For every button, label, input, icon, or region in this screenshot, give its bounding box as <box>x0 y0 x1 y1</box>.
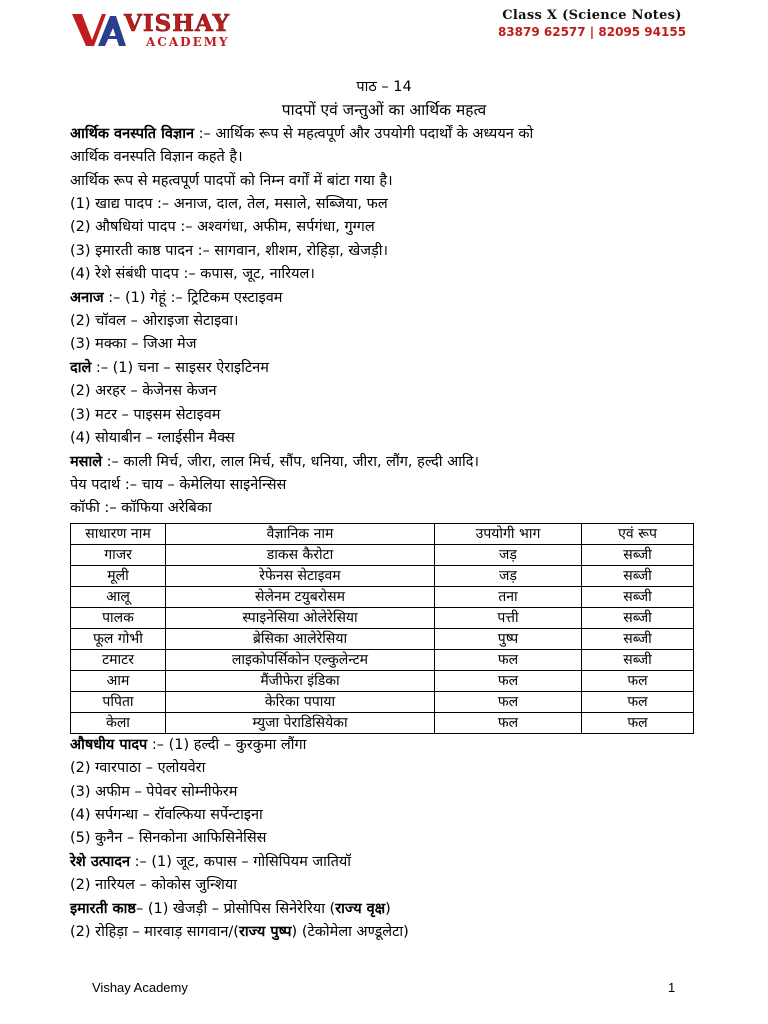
common-name-cell: आम <box>71 670 166 691</box>
grains-term: अनाज <box>70 289 104 306</box>
form-cell: सब्जी <box>582 628 694 649</box>
pulses-item: (4) सोयाबीन – ग्लाईसीन मैक्स <box>70 430 235 447</box>
common-name-cell: आलू <box>71 586 166 607</box>
medicinal-term: औषधीय पादप <box>70 736 148 753</box>
common-name-cell: गाजर <box>71 544 166 565</box>
common-name-cell: केला <box>71 712 166 733</box>
grains-first: :– (1) गेहूं :– ट्रिटिकम एस्टाइवम <box>103 289 283 306</box>
state-tree-label: राज्य वृक्ष <box>335 900 386 917</box>
vishay-academy-logo <box>72 10 242 50</box>
pulses-item: (3) मटर – पाइसम सेटाइवम <box>70 406 221 423</box>
scientific-name-cell: स्पाइनेसिया ओलेरेसिया <box>166 607 435 628</box>
spices-term: मसाले <box>70 453 103 470</box>
form-cell: सब्जी <box>582 607 694 628</box>
pulses-line <box>70 357 698 380</box>
table-row <box>71 691 694 712</box>
scientific-name-cell: केरिका पपाया <box>166 691 435 712</box>
class-title: Class X (Science Notes) <box>502 8 682 23</box>
pulses-item: (2) अरहर – केजेनस केजन <box>70 383 217 400</box>
scientific-name-cell: ब्रेसिका आलेरेसिया <box>166 628 435 649</box>
common-name-cell: पपिता <box>71 691 166 712</box>
scientific-name-cell: म्युजा पेराडिसियेका <box>166 712 435 733</box>
category-item: (1) खाद्य पादप :– अनाज, दाल, तेल, मसाले, सब्जिया, फल <box>70 196 388 213</box>
notes-body <box>70 76 698 944</box>
useful-part-cell: फल <box>435 691 582 712</box>
intro-definition-cont: आर्थिक वनस्पति विज्ञान कहते है। <box>70 149 243 166</box>
table-row <box>71 649 694 670</box>
useful-part-cell: जड़ <box>435 544 582 565</box>
footer-academy-name: Vishay Academy <box>92 980 188 995</box>
timber-first-end: ) <box>385 900 391 917</box>
form-cell: फल <box>582 670 694 691</box>
form-cell: सब्जी <box>582 649 694 670</box>
fibres-item: (2) नारियल – कोकोस जुन्शिया <box>70 877 237 894</box>
useful-part-cell: जड़ <box>435 565 582 586</box>
useful-part-cell: फल <box>435 670 582 691</box>
timber-second-line <box>70 921 698 944</box>
table-row <box>71 670 694 691</box>
useful-part-cell: पुष्प <box>435 628 582 649</box>
category-item: (4) रेशे संबंधी पादप :– कपास, जूट, नारियल। <box>70 266 315 283</box>
timber-first: – (1) खेजड़ी – प्रोसोपिस सिनेरेरिया ( <box>135 900 336 917</box>
table-header-cell: एवं रूप <box>582 523 694 544</box>
useful-part-cell: फल <box>435 649 582 670</box>
table-row <box>71 712 694 733</box>
medicinal-item: (4) सर्पगन्धा – रॉवल्फिया सर्पेन्टाइना <box>70 806 263 823</box>
medicinal-item: (5) कुनैन – सिनकोना आफिसिनेसिस <box>70 830 267 847</box>
timber-second-end: ) (टेकोमेला अण्डूलेटा) <box>291 923 409 940</box>
page-number: 1 <box>668 980 676 995</box>
table-row <box>71 628 694 649</box>
grains-item: (2) चॉवल – ओराइजा सेटाइवा। <box>70 313 239 330</box>
medicinal-item: (2) ग्वारपाठा – एलोयवेरा <box>70 760 206 777</box>
scientific-name-cell: रेफेनस सेटाइवम <box>166 565 435 586</box>
table-row <box>71 565 694 586</box>
va-logo-icon <box>72 12 126 48</box>
spices-line <box>70 451 698 474</box>
pulses-term: दाले <box>70 359 92 376</box>
table-header-row <box>71 523 694 544</box>
logo-word: VISHAY <box>124 10 231 37</box>
vegetable-table <box>70 523 694 734</box>
scientific-name-cell: डाकस कैरोटा <box>166 544 435 565</box>
form-cell: सब्जी <box>582 544 694 565</box>
useful-part-cell: फल <box>435 712 582 733</box>
grains-item: (3) मक्का – जिआ मेज <box>70 336 197 353</box>
pulses-first: :– (1) चना – साइसर ऐराइटिनम <box>91 359 269 376</box>
beverage-item: कॉफी :– कॉफिया अरेबिका <box>70 500 212 517</box>
useful-part-cell: पत्ती <box>435 607 582 628</box>
classification-line: आर्थिक रूप से महत्वपूर्ण पादपों को निम्न वर्गों में बांटा गया है। <box>70 172 393 189</box>
medicinal-first: :– (1) हल्दी – कुरकुमा लौंगा <box>147 736 307 753</box>
spices-text: :– काली मिर्च, जीरा, लाल मिर्च, सौंप, धनिया, जीरा, लौंग, हल्दी आदि। <box>102 453 479 470</box>
scientific-name-cell: मैंजीफेरा इंडिका <box>166 670 435 691</box>
common-name-cell: पालक <box>71 607 166 628</box>
useful-part-cell: तना <box>435 586 582 607</box>
intro-definition: :– आर्थिक रूप से महत्वपूर्ण और उपयोगी पदार्थों के अध्ययन को <box>194 125 534 142</box>
beverage-item: पेय पदार्थ :– चाय – केमेलिया साइनेन्सिस <box>70 476 287 493</box>
intro-term: आर्थिक वनस्पति विज्ञान <box>70 125 194 142</box>
scientific-name-cell: सेलेनम टयुबरोसम <box>166 586 435 607</box>
category-item: (3) इमारती काष्ठ पादन :– सागवान, शीशम, रोहिड़ा, खेजड़ी। <box>70 242 389 259</box>
timber-term: इमारती काष्ठ <box>70 900 136 917</box>
fibres-first: :– (1) जूट, कपास – गोसिपियम जातियॉ <box>130 853 352 870</box>
medicinal-item: (3) अफीम – पेपेवर सोम्नीफेरम <box>70 783 238 800</box>
timber-second: (2) रोहिड़ा – मारवाड़ सागवान/( <box>70 923 239 940</box>
timber-line <box>70 898 698 921</box>
table-header-cell: साधारण नाम <box>71 523 166 544</box>
contact-phones: 83879 62577 | 82095 94155 <box>497 25 687 39</box>
logo-subtitle: ACADEMY <box>146 35 230 49</box>
common-name-cell: टमाटर <box>71 649 166 670</box>
common-name-cell: फूल गोभी <box>71 628 166 649</box>
lesson-title: पादपों एवं जन्तुओं का आर्थिक महत्व <box>281 101 487 120</box>
table-row <box>71 607 694 628</box>
state-flower-label: राज्य पुष्प <box>238 923 292 940</box>
category-item: (2) औषधियां पादप :– अश्वगंधा, अफीम, सर्पगंधा, गुग्गल <box>70 219 375 236</box>
table-row <box>71 544 694 565</box>
table-row <box>71 586 694 607</box>
table-header-cell: वैज्ञानिक नाम <box>166 523 435 544</box>
intro-line <box>70 123 698 146</box>
table-header-cell: उपयोगी भाग <box>435 523 582 544</box>
form-cell: सब्जी <box>582 565 694 586</box>
form-cell: फल <box>582 691 694 712</box>
form-cell: सब्जी <box>582 586 694 607</box>
lesson-number: पाठ – 14 <box>356 79 412 95</box>
common-name-cell: मूली <box>71 565 166 586</box>
scientific-name-cell: लाइकोपर्सिकोन एल्कुलेन्टम <box>166 649 435 670</box>
page-header <box>0 0 768 60</box>
form-cell: फल <box>582 712 694 733</box>
medicinal-line <box>70 734 698 757</box>
fibres-line <box>70 851 698 874</box>
fibres-term: रेशे उत्पादन <box>70 853 131 870</box>
grains-line <box>70 287 698 310</box>
